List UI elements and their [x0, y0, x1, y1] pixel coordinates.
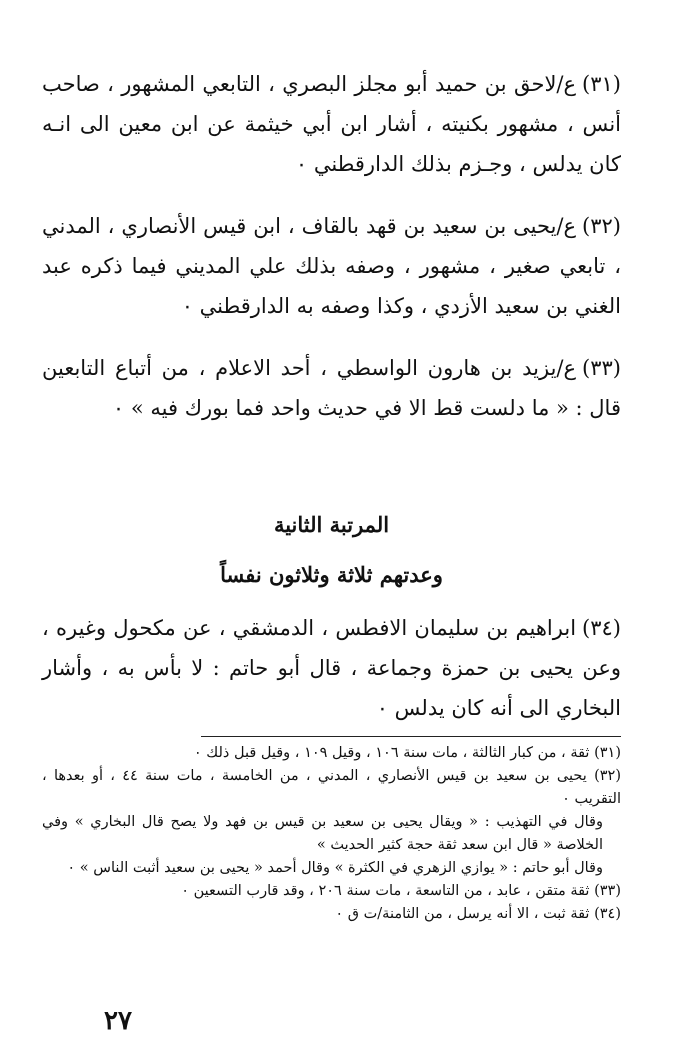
- section-subheading: وعدتهم ثلاثة وثلاثون نفساً: [220, 562, 443, 587]
- main-text-continued: [42, 608, 621, 750]
- footnote-number: (٣٤): [594, 906, 621, 922]
- entry-31: [42, 64, 621, 184]
- section-heading: المرتبة الثانية: [273, 512, 390, 537]
- page-number: ٢٧: [104, 1006, 132, 1036]
- footnotes: [42, 742, 621, 926]
- footnote-32-continued: [42, 857, 621, 880]
- footnote-text: وقال في التهذيب : « ويقال يحيى بن سعيد بن قيس بن فهد ولا يصح قال البخاري » وفي الخلاصة « قال ابن سعد ثقة حجة كثير الحديث »: [42, 814, 603, 853]
- entry-text: ع/يحيى بن سعيد بن قهد بالقاف ، ابن قيس الأنصاري ، المدني ، تابعي صغير ، مشهور ، وصفه بذلك علي المديني فيما ذكره عبد الغني بن سعيد الأزدي ، وكذا وصفه به الدارقطني ٠: [42, 214, 621, 318]
- footnote-number: (٣١): [594, 745, 621, 761]
- entry-33: [42, 348, 621, 428]
- footnote-number: (٣٢): [594, 768, 621, 784]
- footnote-divider: [201, 736, 621, 737]
- entry-text: ع/يزيد بن هارون الواسطي ، أحد الاعلام ، من أتباع التابعين قال : « ما دلست قط الا في حديث واحد فما بورك فيه » ٠: [42, 356, 621, 420]
- footnote-31: [42, 742, 621, 765]
- footnote-text: ثقة متقن ، عابد ، من التاسعة ، مات سنة ٢٠٦ ، وقد قارب التسعين ٠: [181, 883, 590, 899]
- entry-32: [42, 206, 621, 326]
- footnote-text: ثقة ثبت ، الا أنه يرسل ، من الثامنة/ت ق ٠: [335, 906, 590, 922]
- entry-number: (٣٤): [582, 616, 621, 640]
- footnote-text: وقال أبو حاتم : « يوازي الزهري في الكثرة » وقال أحمد « يحيى بن سعيد أثبت الناس » ٠: [67, 860, 603, 876]
- footnote-text: يحيى بن سعيد بن قيس الأنصاري ، المدني ، من الخامسة ، مات سنة ٤٤ ، أو بعدها ، التقريب ٠: [42, 768, 621, 807]
- entry-number: (٣٢): [582, 214, 621, 238]
- footnote-32: [42, 765, 621, 811]
- footnote-number: (٣٣): [594, 883, 621, 899]
- entry-text: ابراهيم بن سليمان الافطس ، الدمشقي ، عن مكحول وغيره ، وعن يحيى بن حمزة وجماعة ، قال أبو حاتم : لا بأس به ، وأشار البخاري الى أنه كان يدلس ٠: [42, 616, 621, 720]
- entry-number: (٣١): [582, 72, 621, 96]
- footnote-32-continued: [42, 811, 621, 857]
- footnote-text: ثقة ، من كبار الثالثة ، مات سنة ١٠٦ ، وقيل ١٠٩ ، وقيل قبل ذلك ٠: [193, 745, 590, 761]
- footnote-33: [42, 880, 621, 903]
- main-text: [42, 64, 621, 450]
- entry-number: (٣٣): [582, 356, 621, 380]
- entry-text: ع/لاحق بن حميد أبو مجلز البصري ، التابعي المشهور ، صاحب أنس ، مشهور بكنيته ، أشار ابن أبي خيثمة عن ابن معين الى انـه كان يدلس ، وجـزم بذلك الدارقطني ٠: [42, 72, 621, 176]
- entry-34: [42, 608, 621, 728]
- footnote-34: [42, 903, 621, 926]
